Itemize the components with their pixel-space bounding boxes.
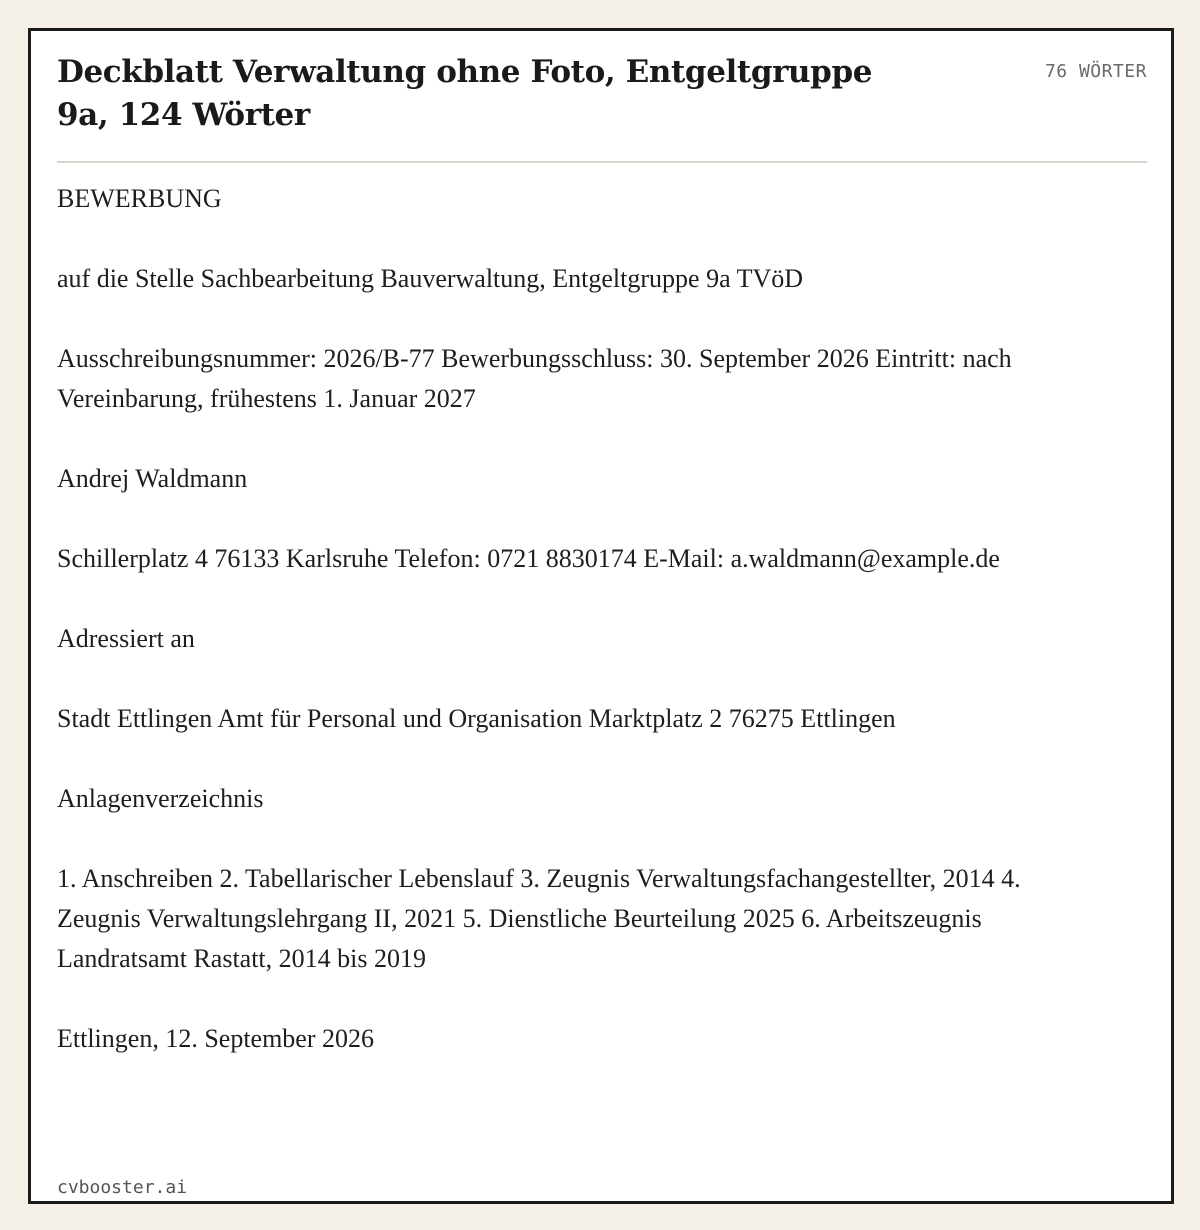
word-count-badge: 76 WÖRTER [1044, 61, 1147, 82]
document-card [28, 28, 1174, 1204]
place-date: Ettlingen, 12. September 2026 [57, 1024, 375, 1053]
contact-block: Schillerplatz 4 76133 Karlsruhe Telefon: 0721 8830174 E-Mail: a.waldmann@example.de [57, 544, 1000, 573]
document-body [57, 179, 1057, 1099]
attachments-list: 1. Anschreiben 2. Tabellarischer Lebenslauf 3. Zeugnis Verwaltungsfachangestellter, 2014 4. Zeugnis Verwaltungslehrgang II, 2021 5. Dienstliche Beurteilung 2025 6. Arbeitszeugnis Landratsamt Rastatt, 2014 bis 2019 [57, 864, 1021, 973]
position-line: auf die Stelle Sachbearbeitung Bauverwaltung, Entgeltgruppe 9a TVöD [57, 264, 804, 293]
applicant-name: Andrej Waldmann [57, 464, 248, 493]
addressed-label: Adressiert an [57, 624, 195, 653]
recipient-block: Stadt Ettlingen Amt für Personal und Organisation Marktplatz 2 76275 Ettlingen [57, 704, 896, 733]
reference-block: Ausschreibungsnummer: 2026/B-77 Bewerbungsschluss: 30. September 2026 Eintritt: nach Vereinbarung, frühestens 1. Januar 2027 [57, 344, 1012, 413]
attachments-label: Anlagenverzeichnis [57, 784, 264, 813]
document-title: Deckblatt Verwaltung ohne Foto, Entgeltgruppe 9a, 124 Wörter [57, 54, 873, 133]
card-header [57, 51, 1147, 163]
doc-heading: BEWERBUNG [57, 184, 222, 213]
brand-footer: cvbooster.ai [57, 1177, 188, 1198]
